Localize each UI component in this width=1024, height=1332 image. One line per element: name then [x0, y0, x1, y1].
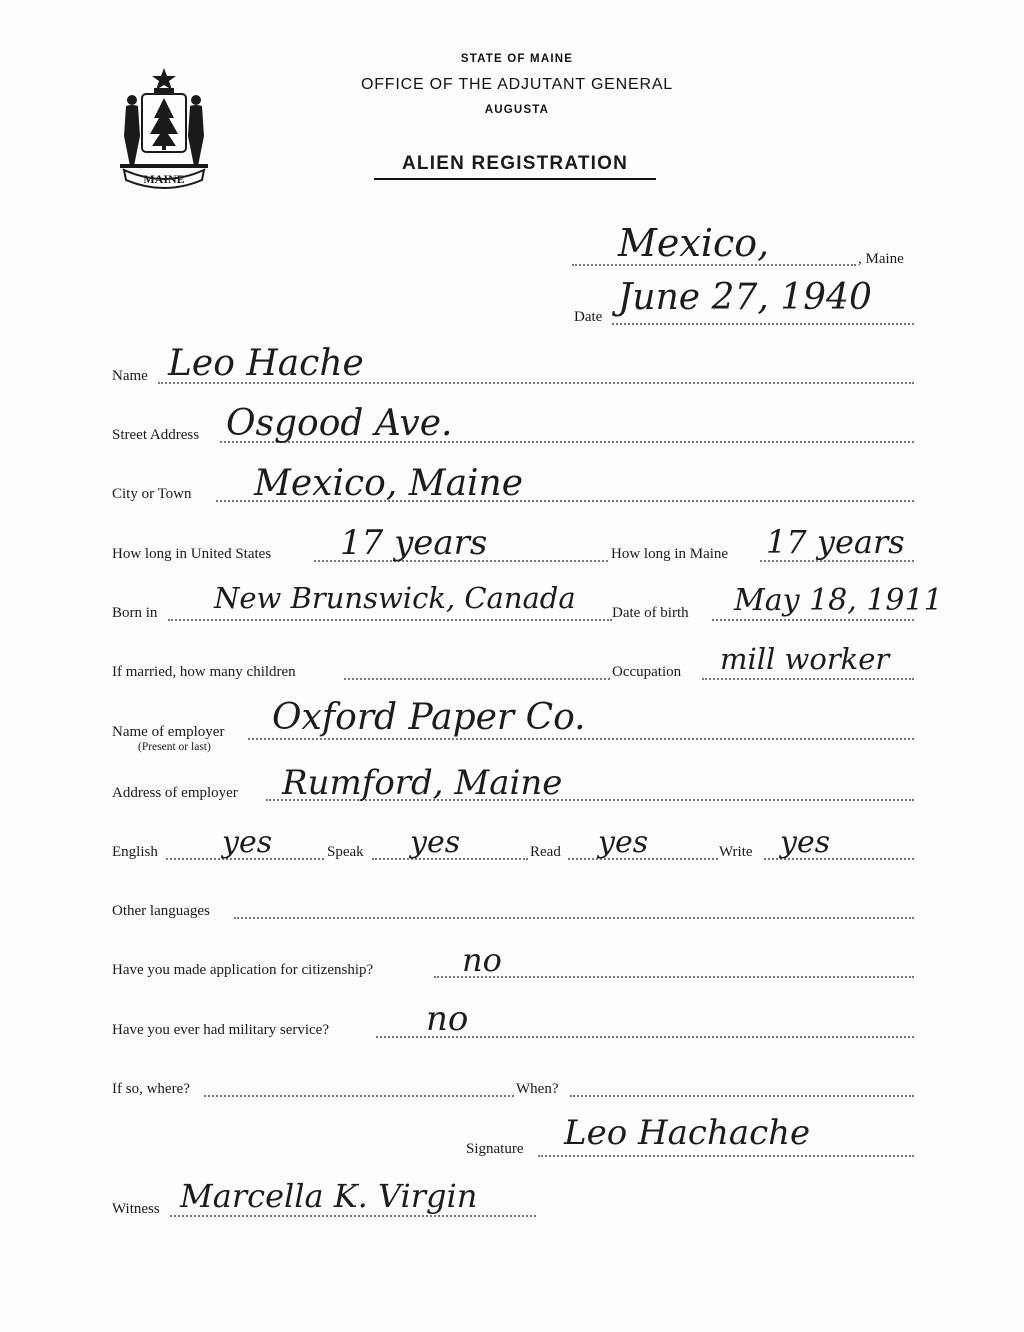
- write-label: Write: [719, 844, 753, 860]
- english-label: English: [112, 844, 158, 860]
- speak-label: Speak: [327, 844, 364, 860]
- write-value: yes: [780, 825, 831, 860]
- employer-address-label: Address of employer: [112, 785, 238, 801]
- other-languages-line: [234, 917, 914, 919]
- signature-value: Leo Hachache: [564, 1113, 811, 1153]
- date-of-birth-value: May 18, 1911: [734, 583, 943, 618]
- born-in-value: New Brunswick, Canada: [214, 581, 576, 615]
- occupation-line: [702, 678, 914, 680]
- when-line: [570, 1095, 914, 1097]
- street-value: Osgood Ave.: [226, 403, 453, 444]
- name-value: Leo Hache: [168, 343, 364, 384]
- children-label: If married, how many children: [112, 664, 296, 680]
- signature-line: [538, 1155, 914, 1157]
- where-label: If so, where?: [112, 1081, 190, 1097]
- how-long-us-value: 17 years: [340, 523, 488, 563]
- witness-label: Witness: [112, 1201, 160, 1217]
- when-label: When?: [516, 1081, 559, 1097]
- how-long-maine-value: 17 years: [766, 523, 905, 561]
- occupation-value: mill worker: [720, 642, 890, 676]
- where-line: [204, 1095, 514, 1097]
- maine-label: , Maine: [858, 251, 904, 267]
- date-line: [612, 323, 914, 325]
- employer-note: (Present or last): [138, 741, 211, 753]
- how-long-us-label: How long in United States: [112, 546, 272, 562]
- name-label: Name: [112, 368, 148, 384]
- witness-line: [170, 1215, 536, 1217]
- city-value: Mexico, Maine: [254, 463, 524, 504]
- citizenship-line: [434, 976, 914, 978]
- citizenship-label: Have you made application for citizenship?: [112, 962, 374, 978]
- city-label: City or Town: [112, 486, 192, 502]
- military-value: no: [426, 999, 469, 1039]
- employer-line: [248, 738, 914, 740]
- how-long-maine-label: How long in Maine: [611, 546, 729, 562]
- speak-value: yes: [410, 825, 461, 860]
- occupation-label: Occupation: [612, 664, 682, 680]
- header-office: OFFICE OF THE ADJUTANT GENERAL: [360, 76, 674, 93]
- children-line: [344, 678, 610, 680]
- header-state: STATE OF MAINE: [460, 53, 574, 65]
- english-value: yes: [222, 825, 273, 860]
- street-label: Street Address: [112, 427, 200, 443]
- seal-banner-text: MAINE: [143, 172, 185, 186]
- date-value: June 27, 1940: [618, 277, 872, 318]
- read-label: Read: [530, 844, 561, 860]
- signature-label: Signature: [466, 1141, 524, 1157]
- employer-label: Name of employer: [112, 724, 225, 740]
- other-languages-label: Other languages: [112, 903, 210, 919]
- read-value: yes: [598, 825, 649, 860]
- employer-value: Oxford Paper Co.: [272, 697, 586, 738]
- born-in-label: Born in: [112, 605, 158, 621]
- military-label: Have you ever had military service?: [112, 1022, 329, 1038]
- date-label: Date: [574, 309, 603, 325]
- witness-value: Marcella K. Virgin: [180, 1177, 478, 1215]
- employer-address-value: Rumford, Maine: [282, 763, 563, 803]
- header-city: AUGUSTA: [484, 104, 550, 116]
- date-of-birth-label: Date of birth: [612, 605, 689, 621]
- form-title: ALIEN REGISTRATION: [374, 153, 656, 180]
- citizenship-value: no: [462, 941, 502, 979]
- town-value: Mexico,: [618, 221, 770, 265]
- date-of-birth-line: [712, 619, 914, 621]
- born-in-line: [168, 619, 612, 621]
